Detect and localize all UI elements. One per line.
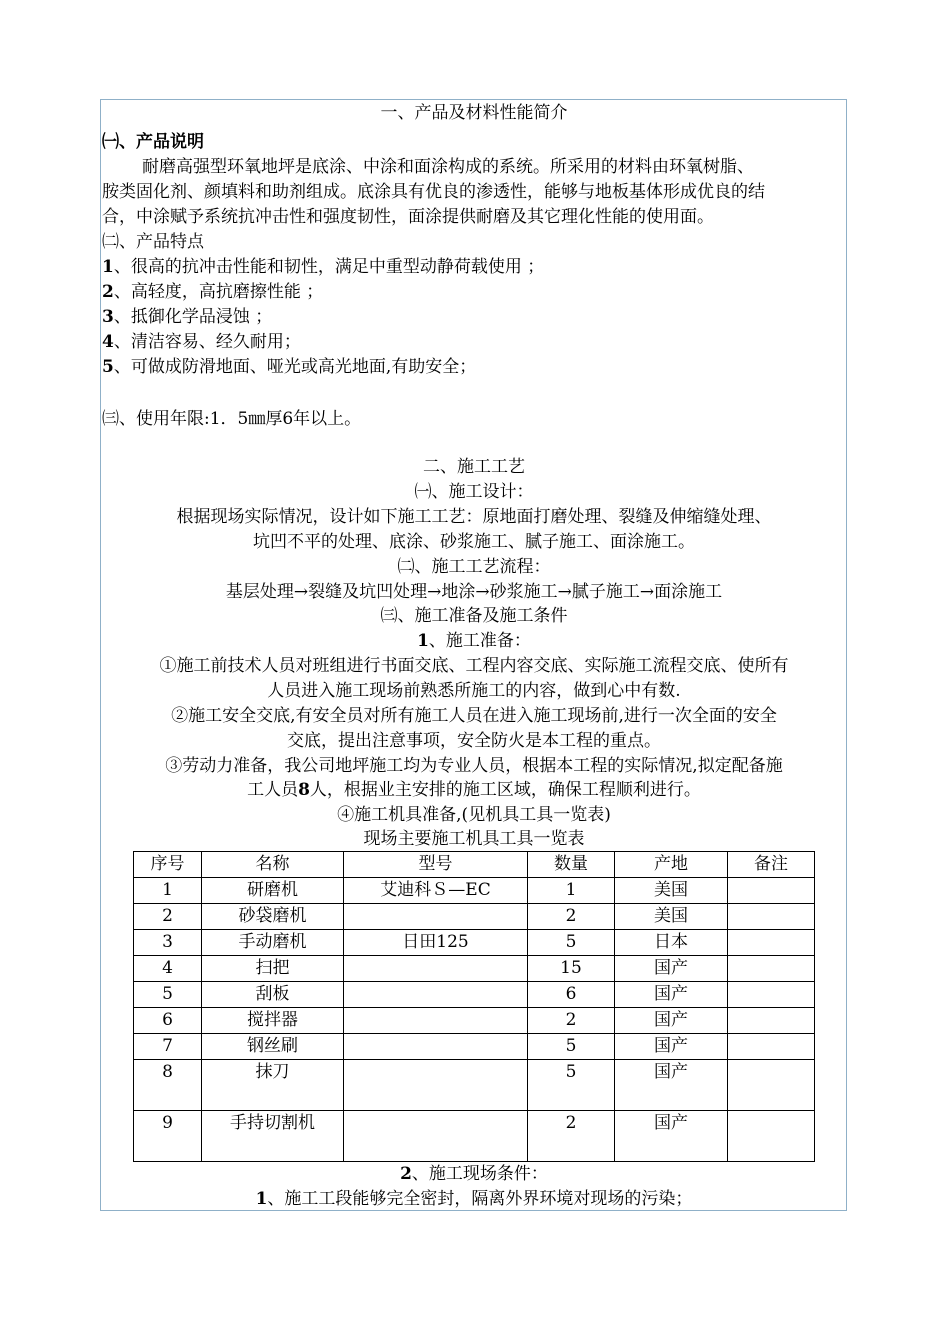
table-row	[134, 982, 815, 1008]
cell-name: 研磨机	[202, 878, 344, 904]
prep1-heading	[101, 629, 847, 653]
flow-text: 基层处理→裂缝及坑凹处理→地涂→砂浆施工→腻子施工→面涂施工	[225, 582, 723, 602]
feature-text: 、清洁容易、经久耐用；	[113, 332, 301, 352]
feature-item	[102, 355, 476, 379]
site-number: 2	[400, 1164, 412, 1184]
cell-qty: 5	[528, 1060, 615, 1111]
cell-origin: 美国	[615, 878, 728, 904]
cell-origin: 国产	[615, 1111, 728, 1162]
site-conditions-heading	[101, 1162, 847, 1186]
header-cell: 序号	[134, 852, 202, 878]
cell-note	[728, 1060, 815, 1111]
cell-note	[728, 930, 815, 956]
table-row	[134, 956, 815, 982]
feature-item	[102, 255, 544, 279]
feature-text: 、高轻度，高抗磨擦性能 ；	[113, 282, 324, 302]
description-line-3: 合，中涂赋予系统抗冲击性和强度韧性，面涂提供耐磨及其它理化性能的使用面。	[102, 207, 714, 227]
cell-no: 6	[134, 1008, 202, 1034]
cell-qty: 2	[528, 904, 615, 930]
cell-name: 手动磨机	[202, 930, 344, 956]
cell-model	[344, 1034, 528, 1060]
feature-item	[102, 330, 301, 354]
cell-no: 3	[134, 930, 202, 956]
feature-number: 5	[102, 357, 114, 377]
table-header-row	[134, 852, 815, 878]
cell-origin: 美国	[615, 904, 728, 930]
service-life-line	[102, 407, 361, 431]
description-line-1: 耐磨高强型环氧地坪是底涂、中涂和面涂构成的系统。所采用的材料由环氧树脂、	[142, 157, 754, 177]
cell-model: 日田125	[344, 930, 528, 956]
item1-line-1: ①施工前技术人员对班组进行书面交底、工程内容交底、实际施工流程交底、使所有	[159, 656, 789, 676]
cell-qty: 6	[528, 982, 615, 1008]
preparation-heading: ㈢、施工准备及施工条件	[380, 606, 568, 626]
cell-note	[728, 904, 815, 930]
cell-no: 4	[134, 956, 202, 982]
feature-number: 3	[102, 307, 114, 327]
cell-name: 钢丝刷	[202, 1034, 344, 1060]
item3-text-a: 工人员	[247, 780, 299, 800]
section1-title: 一、产品及材料性能简介	[380, 103, 568, 123]
design-line-2: 坑凹不平的处理、底涂、砂浆施工、腻子施工、面涂施工。	[253, 532, 695, 552]
table-row	[134, 904, 815, 930]
feature-number: 2	[102, 282, 114, 302]
cell-name: 刮板	[202, 982, 344, 1008]
cell-origin: 国产	[615, 1060, 728, 1111]
cell-name: 手持切割机	[202, 1111, 344, 1162]
item3-text-b: 人，根据业主安排的施工区域，确保工程顺利进行。	[309, 780, 701, 800]
item3-line-2	[101, 778, 847, 802]
site-condition-1	[101, 1187, 847, 1211]
cell-no: 8	[134, 1060, 202, 1111]
cell-name: 抹刀	[202, 1060, 344, 1111]
table-title: 现场主要施工机具工具一览表	[363, 829, 585, 849]
cell-origin: 国产	[615, 982, 728, 1008]
cell-note	[728, 956, 815, 982]
cell-note	[728, 1008, 815, 1034]
cell-qty: 5	[528, 1034, 615, 1060]
cell-origin: 国产	[615, 1034, 728, 1060]
cell-no: 2	[134, 904, 202, 930]
feature-item	[102, 305, 272, 329]
site1-number: 1	[255, 1189, 268, 1209]
table-row	[134, 930, 815, 956]
feature-item	[102, 280, 323, 304]
cell-model	[344, 982, 528, 1008]
table-row	[134, 878, 815, 904]
product-description-heading: ㈠、产品说明	[102, 132, 204, 152]
cell-model	[344, 1111, 528, 1162]
flow-heading: ㈡、施工工艺流程：	[397, 557, 551, 577]
design-heading: ㈠、施工设计：	[414, 482, 534, 502]
feature-text: 、可做成防滑地面、哑光或高光地面,有助安全；	[113, 357, 477, 377]
item1-line-2: 人员进入施工现场前熟悉所施工的内容，做到心中有数.	[267, 681, 681, 701]
table-row	[134, 1111, 815, 1162]
cell-name: 搅拌器	[202, 1008, 344, 1034]
cell-qty: 1	[528, 878, 615, 904]
cell-origin: 国产	[615, 1008, 728, 1034]
cell-no: 1	[134, 878, 202, 904]
cell-qty: 5	[528, 930, 615, 956]
header-cell: 产地	[615, 852, 728, 878]
cell-qty: 2	[528, 1111, 615, 1162]
prep1-number: 1	[417, 631, 429, 651]
table-row	[134, 1060, 815, 1111]
item2-line-1: ②施工安全交底,有安全员对所有施工人员在进入施工现场前,进行一次全面的安全	[171, 706, 777, 726]
header-cell: 型号	[344, 852, 528, 878]
description-line-2: 胺类固化剂、颜填料和助剂组成。底涂具有优良的渗透性，能够与地板基体形成优良的结	[102, 182, 765, 202]
cell-no: 5	[134, 982, 202, 1008]
cell-model	[344, 1008, 528, 1034]
cell-name: 砂袋磨机	[202, 904, 344, 930]
cell-model	[344, 904, 528, 930]
cell-note	[728, 982, 815, 1008]
table-row	[134, 1008, 815, 1034]
feature-text: 、很高的抗冲击性能和韧性，满足中重型动静荷载使用 ；	[113, 257, 545, 277]
cell-qty: 15	[528, 956, 615, 982]
table-row	[134, 1034, 815, 1060]
site-title: 、施工现场条件：	[411, 1164, 548, 1184]
service-life-value: :1．5㎜厚6年以上。	[204, 409, 362, 429]
service-life-label: ㈢、使用年限	[102, 409, 204, 429]
worker-count: 8	[298, 780, 310, 800]
cell-no: 7	[134, 1034, 202, 1060]
cell-note	[728, 1111, 815, 1162]
feature-text: 、抵御化学品浸蚀 ；	[113, 307, 273, 327]
cell-model	[344, 1060, 528, 1111]
header-cell: 备注	[728, 852, 815, 878]
cell-origin: 国产	[615, 956, 728, 982]
cell-model	[344, 956, 528, 982]
cell-model: 艾迪科Ｓ—EC	[344, 878, 528, 904]
product-features-heading: ㈡、产品特点	[102, 232, 204, 252]
item4-line: ④施工机具准备,(见机具工具一览表)	[337, 805, 611, 825]
site1-text: 、施工工段能够完全密封，隔离外界环境对现场的污染；	[267, 1189, 693, 1209]
header-cell: 名称	[202, 852, 344, 878]
cell-note	[728, 878, 815, 904]
section2-title: 二、施工工艺	[423, 457, 525, 477]
cell-note	[728, 1034, 815, 1060]
cell-qty: 2	[528, 1008, 615, 1034]
header-cell: 数量	[528, 852, 615, 878]
design-line-1: 根据现场实际情况，设计如下施工工艺：原地面打磨处理、裂缝及伸缩缝处理、	[176, 507, 772, 527]
feature-number: 4	[102, 332, 114, 352]
item2-line-2: 交底，提出注意事项，安全防火是本工程的重点。	[287, 731, 661, 751]
cell-no: 9	[134, 1111, 202, 1162]
cell-name: 扫把	[202, 956, 344, 982]
prep1-text: 、施工准备：	[428, 631, 531, 651]
item3-line-1: ③劳动力准备，我公司地坪施工均为专业人员，根据本工程的实际情况,拟定配备施	[165, 756, 783, 776]
feature-number: 1	[102, 257, 114, 277]
tools-table	[133, 851, 815, 1162]
cell-origin: 日本	[615, 930, 728, 956]
